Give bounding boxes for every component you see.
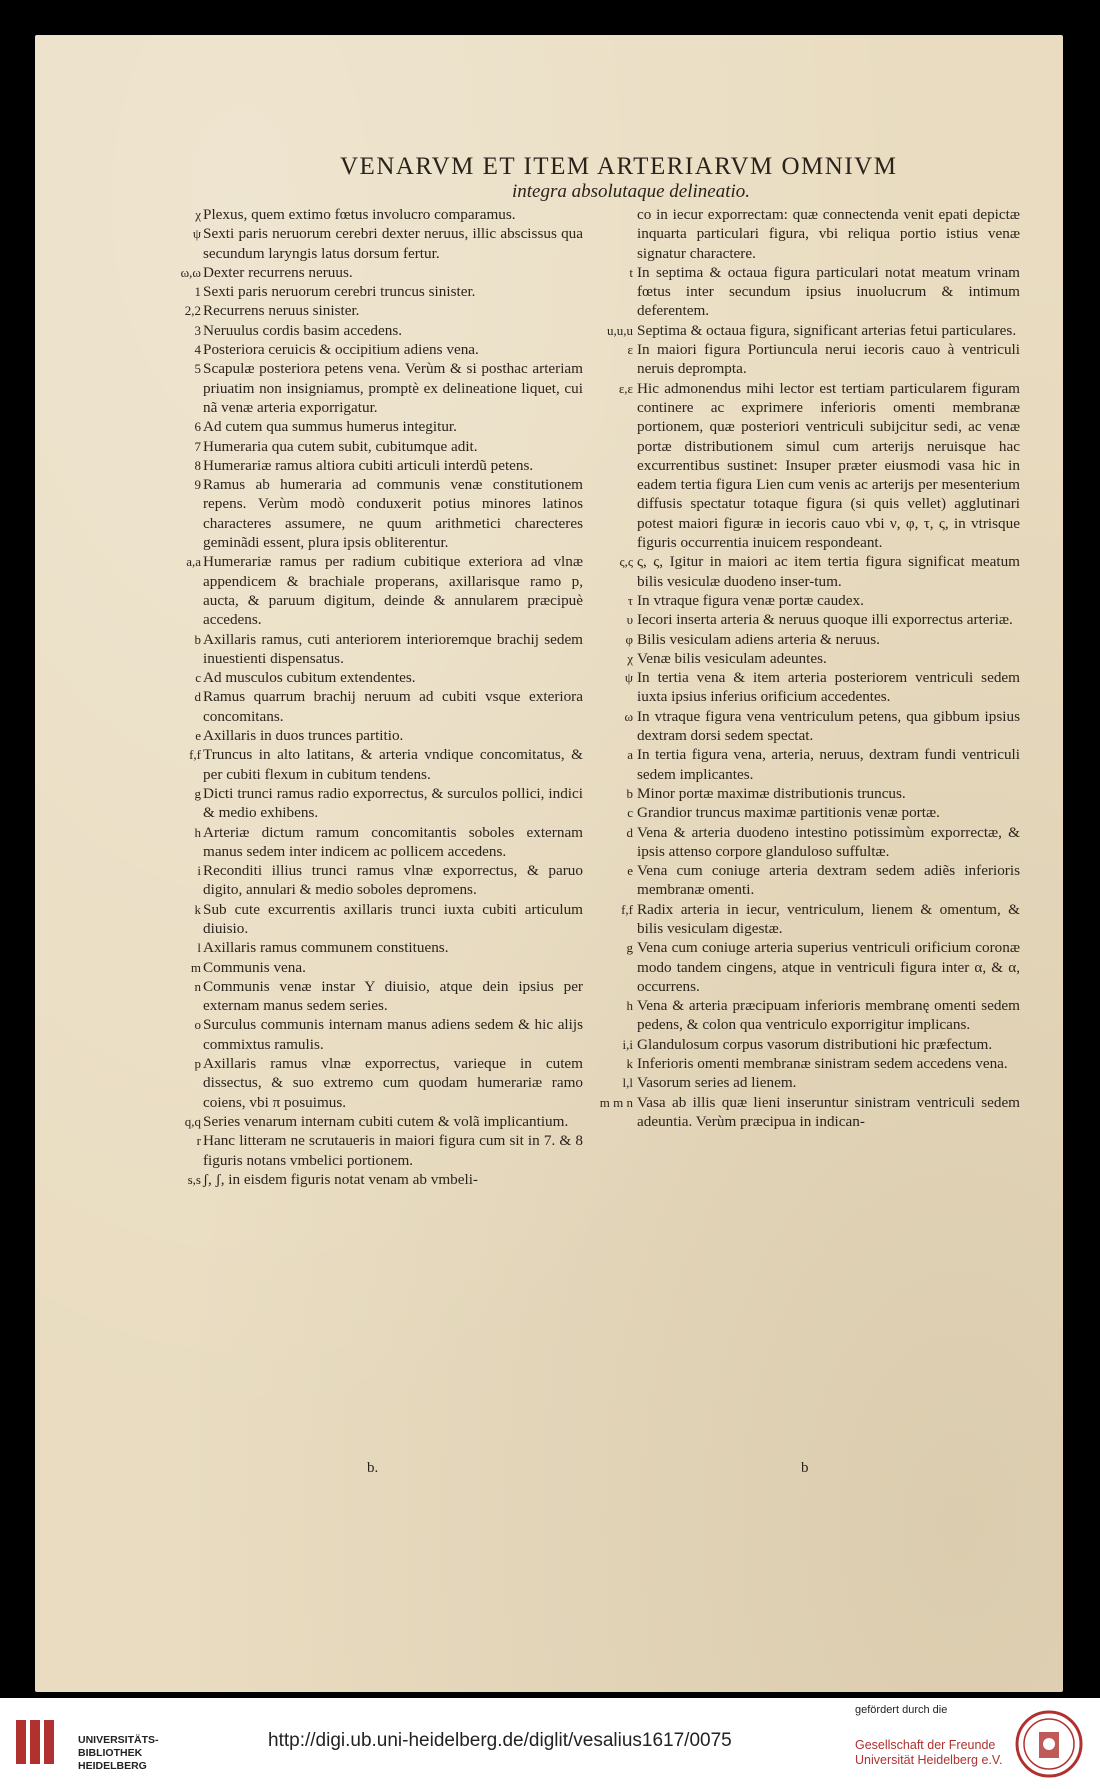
legend-text: Recurrens neruus sinister. <box>203 302 360 320</box>
society-name-line: Universität Heidelberg e.V. <box>855 1753 1003 1767</box>
legend-text: Arteriæ dictum ramum concomitantis soboles externam manus sedem inter indicem ac pollicem accedens. <box>203 823 583 860</box>
legend-text: Hic admonendus mihi lector est tertiam particularem figuram continere ac exprimere inferioris omenti membranæ portionem, quæ posteriori ventriculi subijcitur sedi, ac venæ portæ distributionem simul cum arterijs neruisque hac excurrentibus sustinet: Insuper præter eiusmodi vasa hic in eadem tertia figura Lien cum venis ac arterijs per mesenterium diffusis spectatur totaque figura (si quis vellet) agglutinari potest maiori figuræ in iecoris cauo vbi ν, φ, τ, ς, in vtrisque figuris occurrentia inuicem respondeant. <box>637 379 1020 552</box>
legend-text: Posteriora ceruicis & occipitium adiens vena. <box>203 341 479 359</box>
legend-key: c <box>627 805 633 821</box>
legend-text: Reconditi illius trunci ramus vlnæ exporrectus, & paruo digito, annulari & medio soboles depromens. <box>203 862 583 899</box>
signature-mark-right: b <box>801 1460 809 1476</box>
legend-text: Vena & arteria duodeno intestino potissimùm exporrectæ, & ipsis attenso corpore glanduloso suffultæ. <box>637 823 1020 860</box>
legend-text: Axillaris ramus vlnæ exporrectus, varieque in cutem dissectus, & suo extremo cum quodam humerariæ ramo coiens, vbi π posuimus. <box>203 1055 583 1111</box>
legend-text: Axillaris in duos trunces partitio. <box>203 727 404 745</box>
legend-key: k <box>194 901 201 917</box>
legend-entry <box>165 938 583 957</box>
legend-key: φ <box>625 631 633 647</box>
legend-entry <box>585 861 1020 900</box>
legend-text: Humeraria qua cutem subit, cubitumque adit. <box>203 437 478 455</box>
legend-entry <box>585 1054 1020 1073</box>
legend-key: a <box>627 747 633 763</box>
legend-text: co in iecur exporrectam: quæ connectenda venit epati depictæ inquarta particulari figura, vbi reliqua portio istius venæ signatur charactere. <box>637 206 1020 262</box>
legend-entry <box>165 321 583 340</box>
legend-entry <box>585 321 1020 340</box>
legend-entry <box>165 1170 583 1189</box>
legend-key: d <box>626 824 633 840</box>
legend-text: Communis vena. <box>203 958 306 976</box>
legend-key: t <box>629 264 633 280</box>
legend-key: q,q <box>184 1113 201 1129</box>
legend-key: ς,ς <box>619 554 633 570</box>
legend-text: In tertia figura vena, arteria, neruus, dextram fundi ventriculi sedem implicantes. <box>637 746 1020 783</box>
legend-text: Sub cute excurrentis axillaris trunci iuxta cubiti articulum diuisio. <box>203 900 583 937</box>
legend-text: Ad musculos cubitum extendentes. <box>203 669 416 687</box>
legend-text: Minor portæ maximæ distributionis truncus. <box>637 784 906 802</box>
legend-key: l <box>197 940 201 956</box>
legend-entry <box>165 900 583 939</box>
legend-key: a,a <box>186 554 201 570</box>
legend-key: 7 <box>194 438 201 454</box>
legend-entry <box>165 630 583 669</box>
legend-text: ʃ, ʃ, in eisdem figuris notat venam ab vmbeli- <box>203 1170 478 1188</box>
legend-entry <box>165 1112 583 1131</box>
legend-key: 4 <box>194 342 201 358</box>
legend-entry <box>165 958 583 977</box>
legend-key: r <box>196 1133 201 1149</box>
legend-entry <box>585 610 1020 629</box>
legend-entry <box>165 359 583 417</box>
legend-key: o <box>194 1017 201 1033</box>
legend-key: s,s <box>187 1171 201 1187</box>
legend-text: Dexter recurrens neruus. <box>203 263 353 281</box>
legend-entry <box>165 282 583 301</box>
legend-text: Septima & octaua figura, significant arterias fetui particulares. <box>637 321 1017 339</box>
legend-entry <box>165 977 583 1016</box>
legend-key: m <box>190 959 201 975</box>
legend-entry <box>585 745 1020 784</box>
library-name-line: HEIDELBERG <box>78 1760 147 1772</box>
legend-key: m m n <box>599 1094 633 1110</box>
funded-by-label: gefördert durch die <box>855 1704 948 1716</box>
legend-key: 3 <box>194 322 201 338</box>
legend-text: Dicti trunci ramus radio exporrectus, & surculos pollici, indici & medio exhibens. <box>203 784 583 822</box>
legend-entry <box>165 1131 583 1170</box>
legend-key: h <box>194 824 201 840</box>
legend-text: Ramus ab humeraria ad communis venæ constitutionem repens. Verùm modò conduxerit potius minores latinos characteres assumere, ne quum arithmetici charecteres geminãdi essent, plura ipsis obliterentur. <box>203 476 583 552</box>
legend-text: In septima & octaua figura particulari notat meatum vrinam fœtus inter secundum ipsius inuolucrum & intimum deferentem. <box>637 263 1020 320</box>
legend-entry <box>585 379 1020 553</box>
legend-key: i <box>197 863 201 879</box>
legend-entry <box>165 861 583 900</box>
legend-text: Sexti paris neruorum cerebri dexter neruus, illic abscissus qua secundum laryngis latus dorsum fertur. <box>203 225 583 262</box>
viewer-footer <box>0 1698 1100 1789</box>
legend-text: Grandior truncus maximæ partitionis venæ portæ. <box>637 804 940 822</box>
legend-text: Vena cum coniuge arteria dextram sedem adiẽs inferioris membranæ omenti. <box>637 862 1020 899</box>
legend-entry <box>165 726 583 745</box>
legend-entry <box>585 1093 1020 1132</box>
legend-text: ς, ς, Igitur in maiori ac item tertia figura significat meatum bilis vesiculæ duodeno inser-tum. <box>637 553 1020 590</box>
legend-key: k <box>626 1056 633 1072</box>
legend-text: Bilis vesiculam adiens arteria & neruus. <box>637 630 880 648</box>
legend-text: Sexti paris neruorum cerebri truncus sinister. <box>203 283 476 301</box>
legend-key: 9 <box>194 477 201 493</box>
legend-entry <box>585 996 1020 1035</box>
legend-text: Glandulosum corpus vasorum distributioni hic præfectum. <box>637 1035 993 1053</box>
legend-entry <box>165 552 583 629</box>
society-name-line: Gesellschaft der Freunde <box>855 1738 996 1752</box>
legend-entry <box>585 668 1020 707</box>
legend-entry <box>165 745 583 784</box>
legend-text: Vasorum series ad lienem. <box>637 1074 797 1092</box>
legend-key: ɛ <box>627 342 633 358</box>
legend-key: i,i <box>622 1036 633 1052</box>
legend-key: χ <box>195 207 201 222</box>
legend-entry <box>585 340 1020 379</box>
legend-entry <box>165 823 583 862</box>
legend-key: 8 <box>194 457 201 473</box>
legend-entry <box>585 649 1020 668</box>
legend-text: In vtraque figura vena ventriculum petens, qua gibbum ipsius dextram dorsi sedem spectat. <box>637 707 1020 745</box>
legend-entry <box>585 823 1020 862</box>
legend-text: Truncus in alto latitans, & arteria vndique concomitatus, & per cubiti flexum in cubitum tendens. <box>203 746 583 783</box>
legend-text: Axillaris ramus, cuti anteriorem interioremque brachij sedem inuestienti dispensatus. <box>203 630 583 667</box>
library-name-line: BIBLIOTHEK <box>78 1747 143 1759</box>
legend-entry <box>585 938 1020 996</box>
legend-key: d <box>194 689 201 705</box>
legend-entry <box>585 263 1020 321</box>
legend-text: Vena cum coniuge arteria superius ventriculi orificium coronæ modo tandem cingens, atque in ventriculi figura inter α, & α, occurrens. <box>637 939 1020 995</box>
legend-text: Communis venæ instar Y diuisio, atque dein ipsius per externam manus sedem series. <box>203 977 583 1015</box>
left-column <box>165 205 583 1189</box>
legend-text: Scapulæ posteriora petens vena. Verùm & si posthac arteriam priuatim non insigniamus, promptè ex delineatione liquet, cui nã venæ arteria exporrigatur. <box>203 360 583 416</box>
legend-key: h <box>626 998 633 1014</box>
university-seal-icon <box>1015 1710 1083 1778</box>
legend-text: Neruulus cordis basim accedens. <box>203 321 403 339</box>
library-name <box>78 1734 159 1773</box>
legend-entry <box>585 1035 1020 1054</box>
page-subtitle: integra absolutaque delineatio. <box>512 181 751 202</box>
legend-key: u,u,u <box>607 322 633 338</box>
legend-text: Ramus quarrum brachij neruum ad cubiti vsque exteriora concomitans. <box>203 688 583 725</box>
legend-text: Iecori inserta arteria & neruus quoque illi exporrectus arteriæ. <box>637 611 1013 629</box>
legend-key: g <box>626 940 633 956</box>
legend-key: b <box>194 631 201 647</box>
legend-text: Series venarum internam cubiti cutem & volã implicantium. <box>203 1112 569 1130</box>
legend-key: ω <box>624 708 633 724</box>
legend-entry <box>165 417 583 436</box>
legend-key: n <box>194 978 201 994</box>
legend-entry <box>585 591 1020 610</box>
legend-entry <box>585 1073 1020 1092</box>
legend-key: ψ <box>192 226 201 242</box>
legend-entry <box>585 205 1020 263</box>
legend-entry <box>585 707 1020 746</box>
legend-key: e <box>195 728 201 744</box>
legend-text: Axillaris ramus communem constituens. <box>203 939 449 957</box>
society-name[interactable] <box>855 1738 1003 1768</box>
library-name-line: UNIVERSITÄTS- <box>78 1734 159 1746</box>
legend-key: ɛ,ɛ <box>618 380 633 396</box>
legend-text: In maiori figura Portiuncula nerui iecoris cauo à ventriculi neruis deprompta. <box>637 341 1020 378</box>
legend-key: b <box>626 785 633 801</box>
legend-text: Venæ bilis vesiculam adeuntes. <box>637 649 827 667</box>
legend-entry <box>585 900 1020 939</box>
legend-entry <box>165 456 583 475</box>
legend-key: 1 <box>194 284 201 300</box>
legend-entry <box>165 668 583 687</box>
legend-key: c <box>195 670 201 686</box>
legend-entry <box>165 1015 583 1054</box>
legend-entry <box>165 224 583 263</box>
legend-key: p <box>194 1056 201 1072</box>
legend-key: ω,ω <box>180 264 201 280</box>
legend-key: l,l <box>622 1075 633 1091</box>
legend-text: Surculus communis internam manus adiens sedem & hic alijs commixtus ramulis. <box>203 1016 583 1053</box>
legend-key: 5 <box>194 361 201 377</box>
legend-key: ψ <box>624 670 633 686</box>
legend-entry <box>165 205 583 224</box>
legend-key: f,f <box>621 901 633 917</box>
legend-text: Ad cutem qua summus humerus integitur. <box>203 418 457 436</box>
legend-entry <box>165 263 583 282</box>
legend-key: g <box>194 785 201 801</box>
signature-mark-left: b. <box>367 1460 379 1476</box>
legend-key: υ <box>626 612 633 628</box>
legend-entry <box>165 687 583 726</box>
legend-text: Hanc litteram ne scrutaueris in maiori figura cum sit in 7. & 8 figuris notans vmbelici portionem. <box>203 1132 583 1169</box>
legend-text: Vena & arteria præcipuam inferioris membranę omenti sedem pedens, & colon qua ventriculo exporrigitur implicans. <box>637 997 1020 1034</box>
legend-text: Inferioris omenti membranæ sinistram sedem accedens vena. <box>637 1055 1008 1073</box>
legend-entry <box>165 301 583 320</box>
legend-text: Humerariæ ramus altiora cubiti articuli interdũ petens. <box>203 456 534 474</box>
legend-text: Radix arteria in iecur, ventriculum, lienem & omentum, & bilis vesiculam digestæ. <box>637 900 1020 937</box>
legend-key: f,f <box>189 747 201 763</box>
legend-entry <box>585 784 1020 803</box>
legend-entry <box>585 803 1020 822</box>
right-column <box>585 205 1020 1131</box>
legend-text: Vasa ab illis quæ lieni inseruntur sinistram ventriculi sedem adeuntia. Verùm præcipua in indican- <box>637 1093 1020 1130</box>
legend-entry <box>585 552 1020 591</box>
legend-text: In tertia vena & item arteria posteriorem ventriculi sedem iuxta ipsius inferius orificium accedentes. <box>637 669 1020 706</box>
legend-entry <box>165 475 583 552</box>
legend-key: e <box>627 863 633 879</box>
legend-key: τ <box>627 592 633 608</box>
library-logo-icon <box>14 1714 58 1770</box>
legend-entry <box>165 437 583 456</box>
legend-text: Plexus, quem extimo fœtus involucro comparamus. <box>203 206 516 223</box>
legend-entry <box>165 1054 583 1112</box>
legend-key: 2,2 <box>184 303 201 319</box>
legend-entry <box>585 630 1020 649</box>
legend-key: χ <box>627 650 633 666</box>
permalink-url[interactable]: http://digi.ub.uni-heidelberg.de/diglit/vesalius1617/0075 <box>268 1730 732 1751</box>
legend-key: 6 <box>194 419 201 435</box>
legend-text: In vtraque figura venæ portæ caudex. <box>637 591 864 609</box>
legend-text: Humerariæ ramus per radium cubitique exteriora ad vlnæ appendicem & brachiale properans, axillarisque ramo p, aucta, & paruum digitum, deinde & annularem præcipuè accedens. <box>203 553 583 629</box>
library-logo[interactable] <box>14 1714 204 1774</box>
legend-entry <box>165 784 583 823</box>
page-title: VENARVM ET ITEM ARTERIARVM OMNIVM <box>340 153 898 180</box>
legend-entry <box>165 340 583 359</box>
